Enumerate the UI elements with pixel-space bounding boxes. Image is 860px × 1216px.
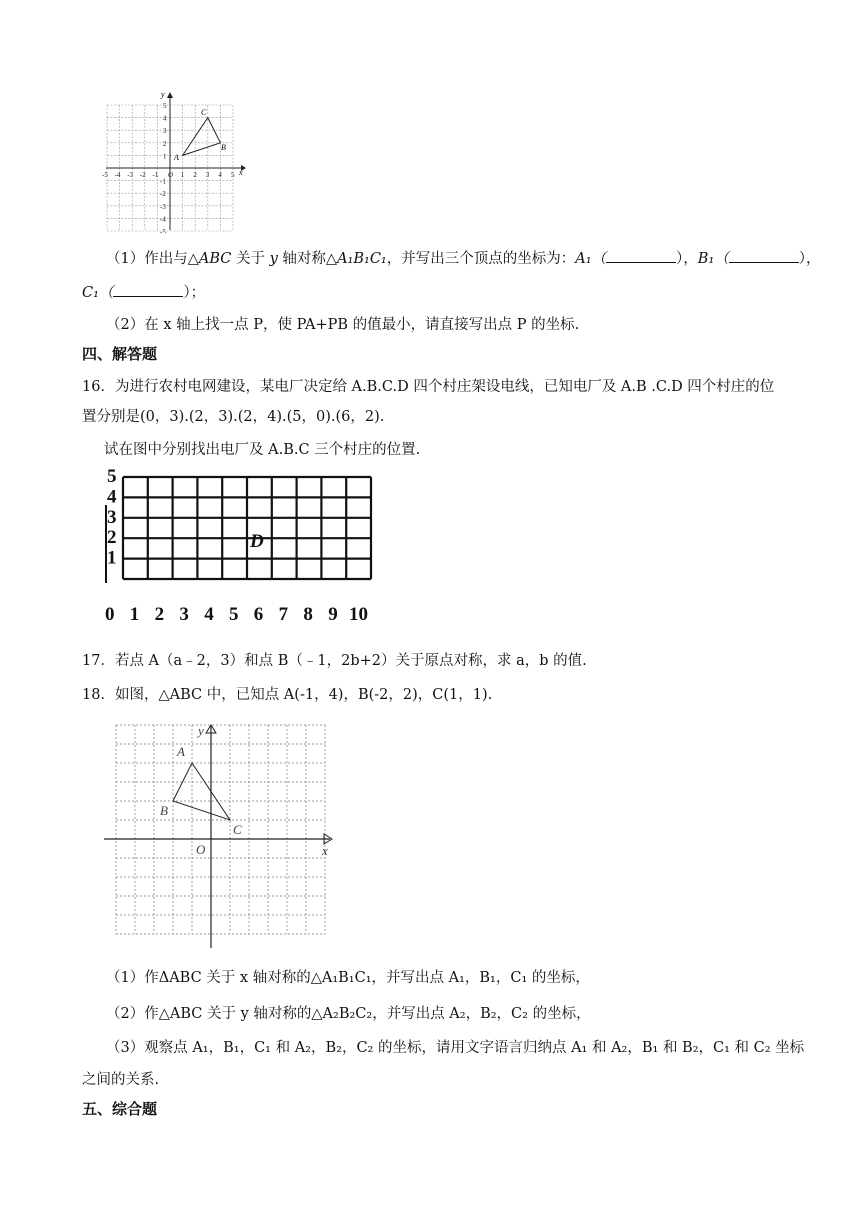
q17-text: 17．若点 A（a﹣2，3）和点 B（﹣1，2b+2）关于原点对称，求 a，b 的值.: [82, 653, 587, 669]
q15-text: C₁（: [82, 285, 114, 301]
q15-text: （1）作出与△: [106, 251, 199, 267]
figure1-label-c: C: [201, 108, 207, 117]
figure1-y-arrow: [167, 92, 173, 98]
figure2-x-label: 0: [105, 604, 115, 625]
figure1-y-tick-label: -5: [160, 228, 166, 233]
answer-blank-b1[interactable]: [729, 248, 799, 263]
figure1-x-tick-label: 5: [231, 171, 235, 179]
q15-text: ）；: [183, 285, 206, 301]
figure1-x-tick-label: -2: [139, 171, 146, 179]
figure1-x-tick-label: -4: [114, 171, 121, 179]
figure2-x-label: 2: [154, 604, 165, 625]
figure1-x-label: x: [239, 168, 243, 177]
q16-line1: 16．为进行农村电网建设，某电厂决定给 A.B.C.D 四个村庄架设电线，已知电厂及 A.B .C.D 四个村庄的位: [82, 379, 775, 395]
figure2-y-label: 2: [107, 527, 117, 549]
q18-part3-line2: 之间的关系.: [82, 1072, 160, 1088]
q15-text: ），: [798, 251, 821, 267]
figure2-x-label: 10: [349, 604, 368, 625]
q15-text: ，并写出三个顶点的坐标为：: [386, 251, 576, 267]
figure2-x-label: 4: [204, 604, 214, 625]
q15-text: 关于: [231, 251, 270, 267]
q15-text: y: [269, 251, 278, 267]
figure2-village-grid: [100, 465, 390, 630]
figure1-x-tick-label: -1: [152, 171, 159, 179]
figure1-triangle-abc: [183, 118, 221, 156]
figure1-x-tick-label: 2: [193, 171, 197, 179]
figure2-y-label: 5: [107, 466, 117, 487]
figure2-x-label: 5: [229, 604, 239, 625]
figure3-coordinate-grid: [100, 720, 340, 952]
figure3-y-label: y: [198, 723, 204, 738]
figure3-triangle-abc: [173, 763, 230, 820]
figure1-y-tick-label: -4: [160, 215, 166, 224]
q15-part1-line1: [106, 248, 821, 269]
figure1-x-tick-label: O: [168, 171, 174, 179]
figure3-x-label: x: [322, 843, 328, 858]
figure2-x-label: 6: [253, 604, 264, 625]
figure1-y-tick-label: 2: [163, 139, 167, 148]
figure1-x-tick-label: 3: [205, 171, 210, 179]
figure2-y-label: 4: [107, 486, 117, 508]
figure2-y-label: 1: [107, 547, 117, 569]
figure2-x-label: 9: [328, 604, 338, 625]
figure1-coordinate-grid: [100, 88, 250, 233]
figure1-x-tick-label: -5: [102, 171, 108, 179]
figure3-origin-label: O: [196, 842, 206, 857]
answer-blank-c1[interactable]: [113, 282, 183, 297]
q15-text: B₁（: [697, 251, 729, 267]
q16-line3: 试在图中分别找出电厂及 A.B.C 三个村庄的位置.: [104, 442, 421, 458]
figure1-y-tick-label: -1: [160, 177, 166, 186]
q15-text: A₁B₁C₁: [337, 251, 387, 267]
q15-text: ），: [676, 251, 698, 267]
q15-text: A₁（: [575, 251, 607, 267]
figure1-y-tick-label: -2: [160, 190, 166, 199]
q18-part2: （2）作△ABC 关于 y 轴对称的△A₂B₂C₂，并写出点 A₂，B₂，C₂ 的坐标，: [106, 1006, 591, 1022]
figure2-x-label: 1: [129, 604, 140, 625]
figure1-y-tick-label: 4: [163, 114, 167, 123]
figure1-y-tick-label: 3: [163, 127, 167, 136]
figure3-label-a: A: [177, 744, 185, 759]
figure1-x-tick-label: -3: [127, 171, 134, 179]
answer-blank-a1[interactable]: [606, 248, 676, 263]
figure1-x-tick-label: 4: [218, 171, 222, 179]
figure1-y-label: y: [161, 90, 165, 99]
figure1-label-b: B: [221, 143, 226, 152]
figure2-x-label: 8: [303, 604, 313, 625]
q15-part1-line2: [82, 282, 205, 303]
figure3-label-c: C: [233, 822, 242, 837]
figure1-y-tick-label: 5: [163, 102, 167, 110]
q15-text: ABC: [198, 251, 232, 267]
figure2-point-d: D: [250, 531, 264, 552]
figure1-y-tick-label: 1: [163, 152, 167, 161]
q18-intro: 18．如图，△ABC 中，已知点 A(-1，4)，B(-2，2)，C(1，1).: [82, 687, 493, 703]
figure2-y-label: 3: [107, 506, 117, 528]
figure1-x-tick-label: 1: [180, 171, 185, 179]
figure1-y-tick-label: -3: [160, 202, 166, 211]
section-heading-4: 四、解答题: [82, 345, 158, 363]
figure1-label-a: A: [174, 153, 179, 162]
section-heading-5: 五、综合题: [82, 1100, 158, 1118]
q18-part1: （1）作ΔABC 关于 x 轴对称的△A₁B₁C₁，并写出点 A₁，B₁，C₁ 的坐标，: [106, 970, 590, 986]
q16-line2: 置分别是(0，3).(2，3).(2，4).(5，0).(6，2).: [82, 409, 385, 425]
figure3-label-b: B: [160, 803, 168, 818]
figure2-x-label: 7: [278, 604, 289, 625]
q18-part3-line1: （3）观察点 A₁，B₁，C₁ 和 A₂，B₂，C₂ 的坐标，请用文字语言归纳点 A₁ 和 A₂，B₁ 和 B₂，C₁ 和 C₂ 坐标: [106, 1040, 805, 1056]
figure2-x-label: 3: [179, 604, 189, 625]
q15-part2: （2）在 x 轴上找一点 P，使 PA+PB 的值最小，请直接写出点 P 的坐标.: [106, 317, 580, 333]
q15-text: 轴对称△: [277, 251, 338, 267]
